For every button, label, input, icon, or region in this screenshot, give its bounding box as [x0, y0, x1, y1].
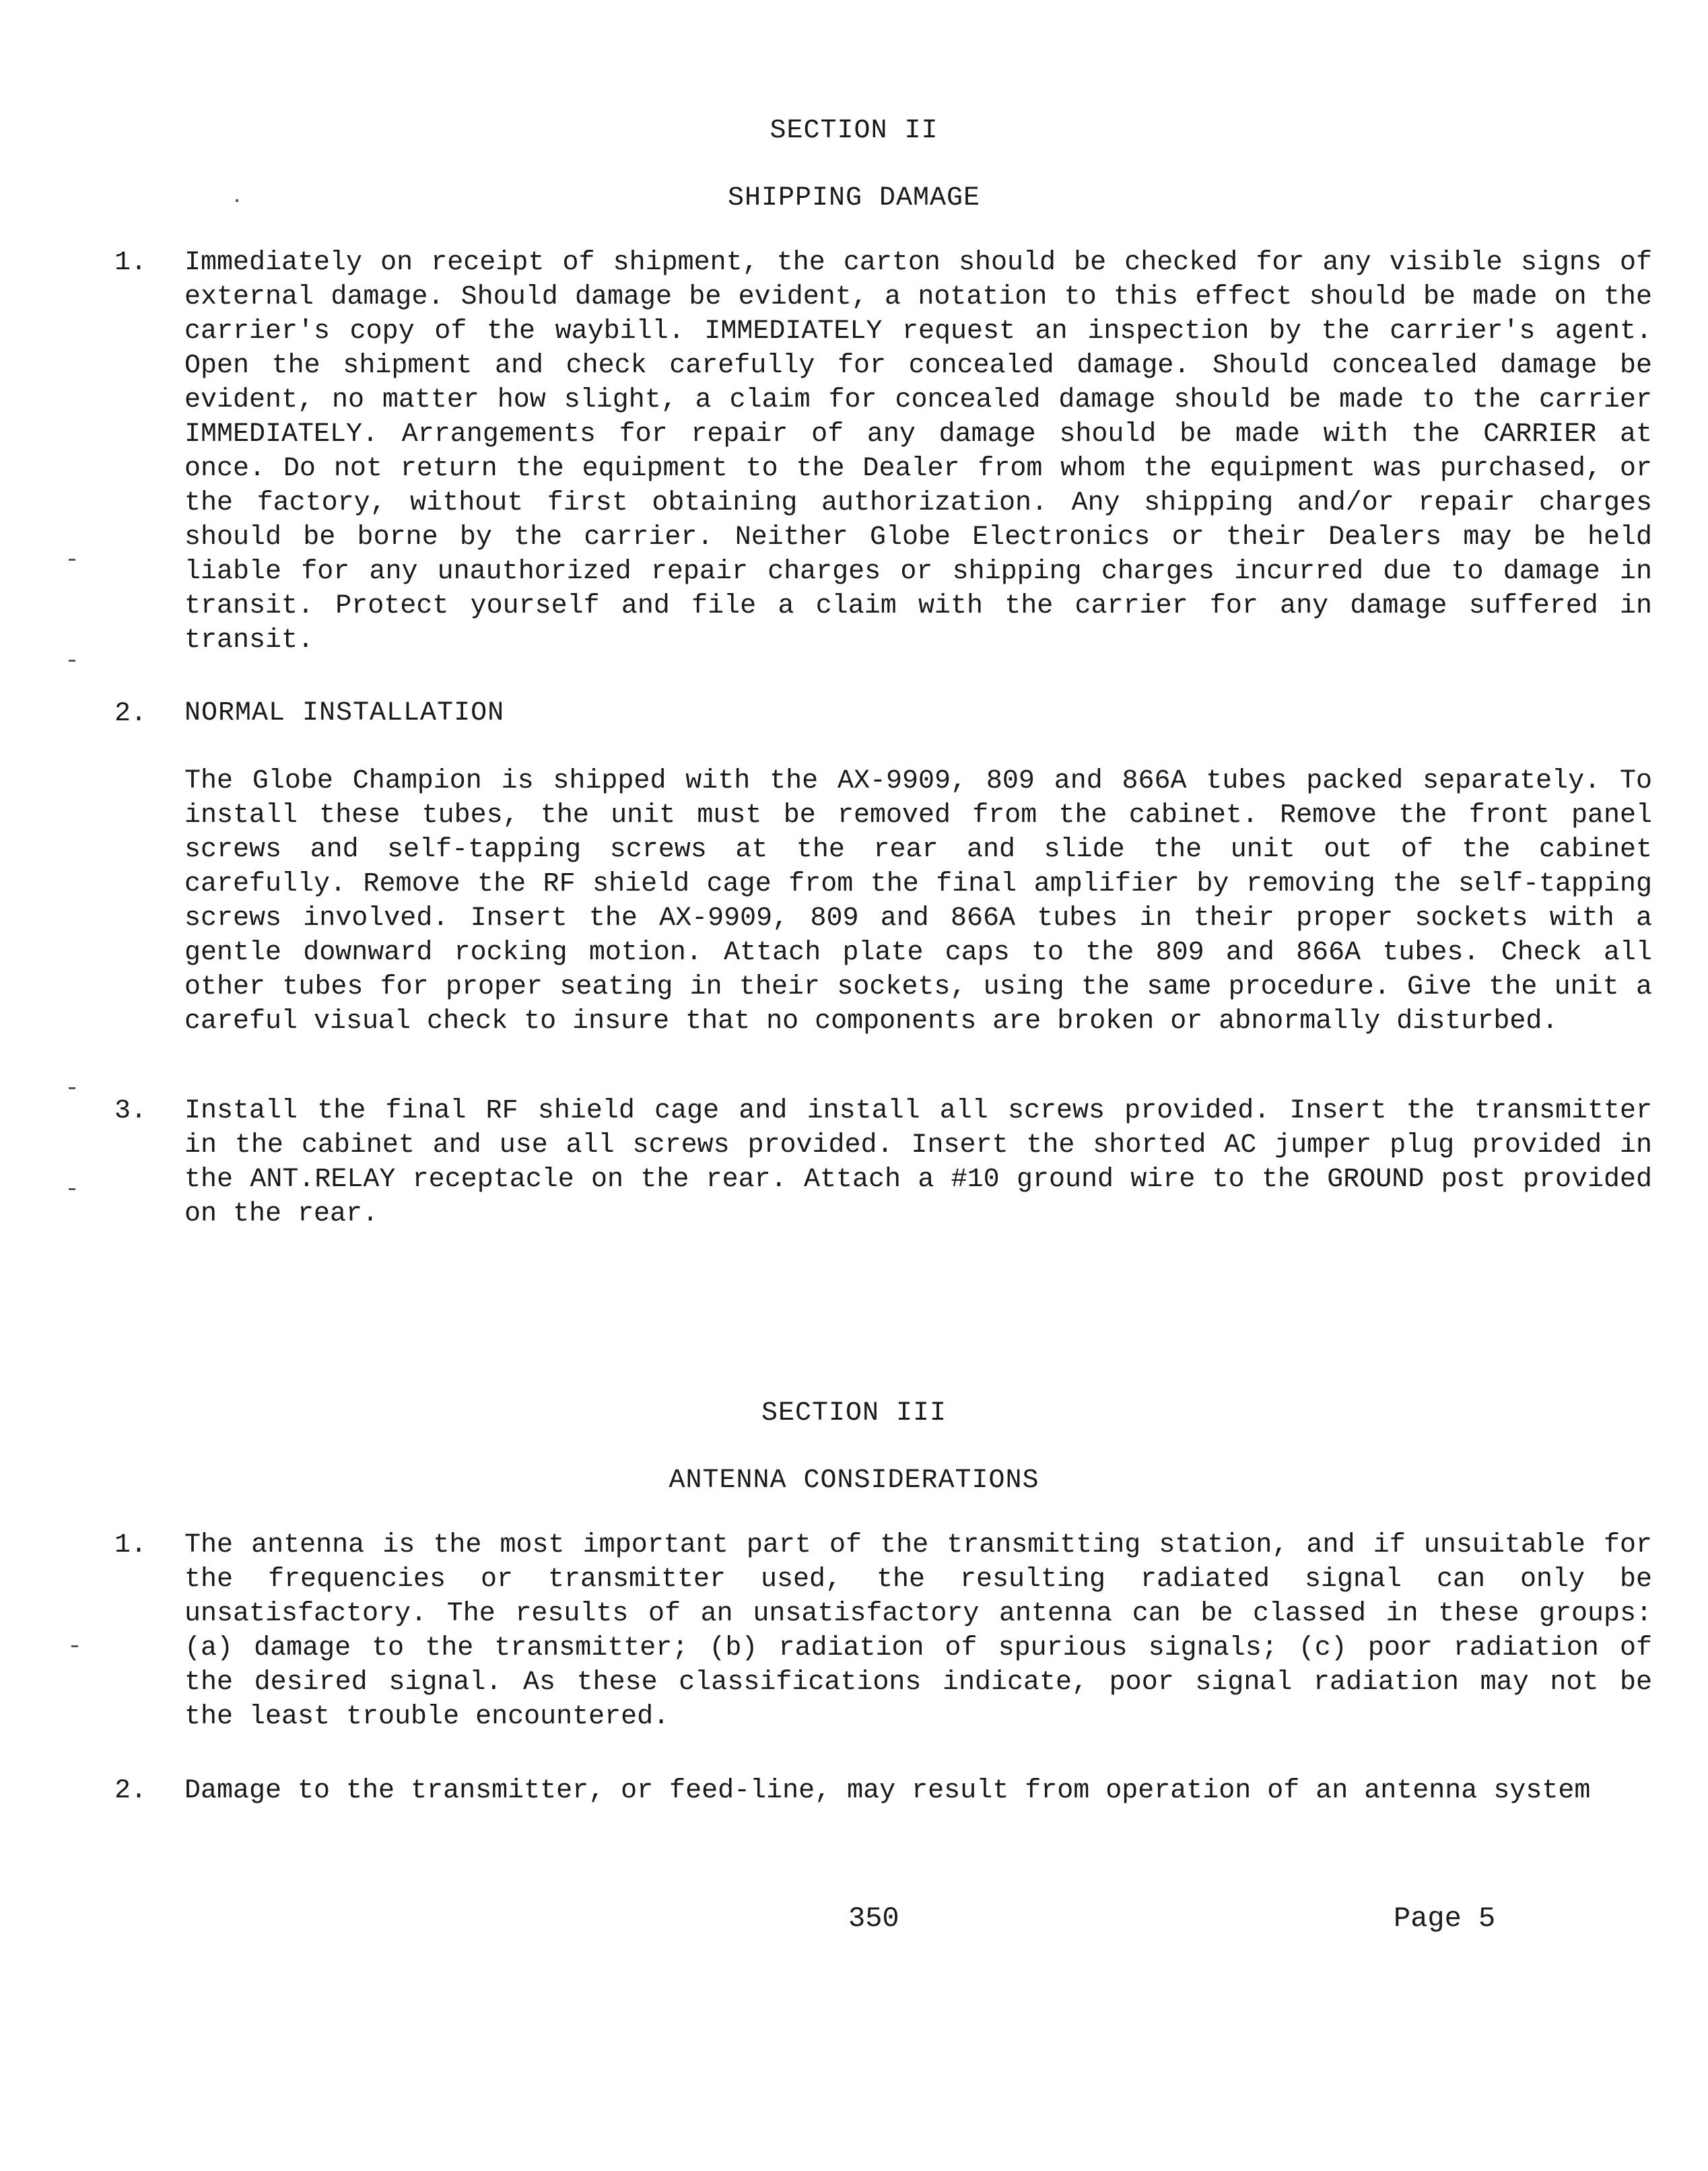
- section-3-heading: SECTION III: [761, 1398, 947, 1428]
- scan-speck: [236, 199, 238, 202]
- item-text: The antenna is the most important part of the transmitting station, and if unsuitable for the frequencies or transmitter used, the resulting radiated signal can only be unsatisfactory. The results of an unsatisfactory antenna can be classed in these groups: (a) damage to the transmitter; (b) radiation of spurious signals; (c) poor radiation of the desired signal. As these classifications indicate, poor signal radiation may not be the least trouble encountered.: [184, 1530, 1652, 1732]
- document-number: 350: [848, 1902, 899, 1935]
- item-text: Immediately on receipt of shipment, the carton should be checked for any visible signs of external damage. Should damage be evident, a notation to this effect should be made on the carrier's copy of the waybill. IMMEDIATELY request an inspection by the carrier's agent. Open the shipment and check carefully for concealed damage. Should concealed damage be evident, no matter how slight, a claim for concealed damage should be made to the carrier IMMEDIATELY. Arrangements for repair of any damage should be made with the CARRIER at once. Do not return the equipment to the Dealer from whom the equipment was purchased, or the factory, without first obtaining authorization. Any shipping and/or repair charges should be borne by the carrier. Neither Globe Electronics or their Dealers may be held liable for any unauthorized repair charges or shipping charges incurred due to damage in transit. Protect yourself and file a claim with the carrier for any damage suffered in transit.: [184, 248, 1652, 656]
- item-number: 1.: [114, 248, 147, 278]
- item-number: 2.: [114, 699, 147, 729]
- item-number: 2.: [114, 1776, 147, 1806]
- item-text: Install the final RF shield cage and install all screws provided. Insert the transmitter in the cabinet and use all screws provided. Insert the shorted AC jumper plug provided in the ANT.RELAY receptacle on the rear. Attach a #10 ground wire to the GROUND post provided on the rear.: [184, 1096, 1652, 1229]
- item-text: Damage to the transmitter, or feed-line, may result from operation of an antenna system: [184, 1776, 1591, 1806]
- scan-speck: [71, 1645, 78, 1647]
- scan-speck: [69, 660, 75, 662]
- section-2-heading: SECTION II: [770, 116, 938, 146]
- section-2-title: SHIPPING DAMAGE: [727, 183, 981, 213]
- item-subheading: NORMAL INSTALLATION: [184, 698, 505, 728]
- item-text: The Globe Champion is shipped with the AX-9909, 809 and 866A tubes packed separately. To install these tubes, the unit must be removed from the cabinet. Remove the front panel screws and self-tapping screws at the rear and slide the unit out of the cabinet carefully. Remove the RF shield cage from the final amplifier by removing the self-tapping screws involved. Insert the AX-9909, 809 and 866A tubes in their proper sockets with a gentle downward rocking motion. Attach plate caps to the 809 and 866A tubes. Check all other tubes for proper seating in their sockets, using the same procedure. Give the unit a careful visual check to insure that no components are broken or abnormally disturbed.: [184, 766, 1652, 1037]
- item-number: 1.: [114, 1530, 147, 1560]
- item-number: 3.: [114, 1096, 147, 1126]
- scan-speck: [69, 1188, 75, 1190]
- scan-speck: [69, 559, 75, 561]
- scan-speck: [69, 1087, 75, 1089]
- page-number: Page 5: [1394, 1902, 1496, 1935]
- section-3-title: ANTENNA CONSIDERATIONS: [669, 1466, 1039, 1496]
